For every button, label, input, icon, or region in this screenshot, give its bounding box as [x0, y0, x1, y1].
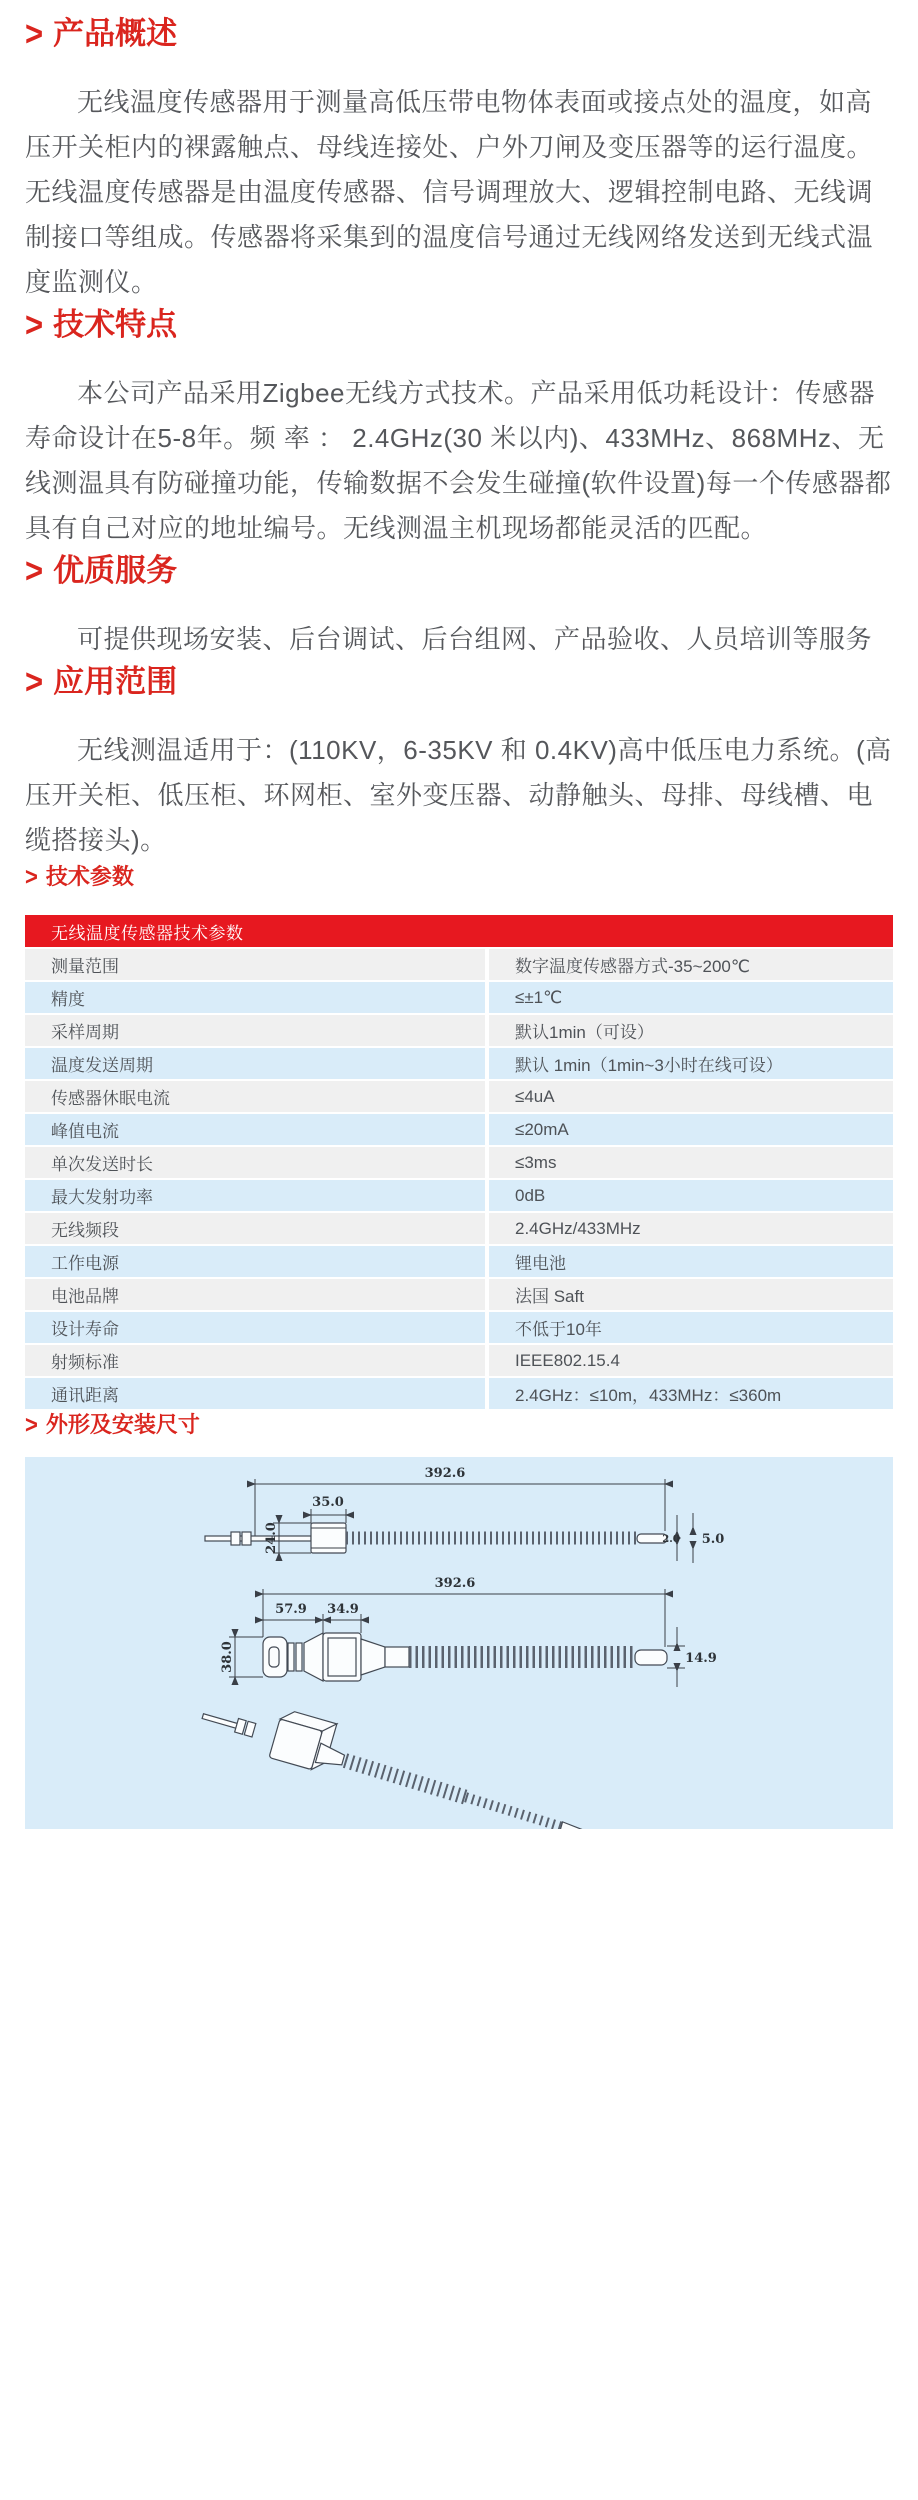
row-value-cell: ≤3ms	[485, 1147, 893, 1178]
chevron-right-icon: >	[25, 1410, 38, 1439]
row-value-cell: ≤±1℃	[485, 982, 893, 1013]
table-row	[25, 1081, 893, 1112]
row-value-cell: IEEE802.15.4	[485, 1345, 893, 1376]
row-value-cell: 默认1min（可设）	[485, 1015, 893, 1046]
row-label-cell: 设计寿命	[51, 1320, 119, 1339]
table-row	[25, 1246, 893, 1277]
table-row	[25, 982, 893, 1013]
dimension-diagram	[25, 1457, 893, 1829]
row-value-cell: 法国 Saft	[485, 1279, 893, 1310]
subsection-heading-parameters	[25, 863, 893, 891]
section-title: 优质服务	[53, 553, 178, 588]
row-label-cell: 温度发送周期	[51, 1056, 153, 1075]
row-label-cell: 峰值电流	[51, 1122, 119, 1141]
side-view-drawing	[205, 1466, 724, 1563]
row-value-cell: ≤4uA	[485, 1081, 893, 1112]
section-title: 应用范围	[53, 664, 178, 699]
chevron-right-icon: >	[25, 661, 44, 702]
chevron-right-icon: >	[25, 304, 44, 345]
dim-label-tip-width: 14.9	[685, 1651, 717, 1666]
row-label-cell: 工作电源	[51, 1254, 119, 1273]
section-heading-service	[25, 551, 893, 591]
row-value-cell: 0dB	[485, 1180, 893, 1211]
row-label-cell: 最大发射功率	[51, 1188, 153, 1207]
row-label-cell: 精度	[51, 990, 85, 1009]
dim-label-height: 24.0	[264, 1522, 279, 1554]
dim-label-total: 392.6	[424, 1466, 466, 1481]
row-value-cell: 锂电池	[485, 1246, 893, 1277]
section-body-service: 可提供现场安装、后台调试、后台组网、产品验收、人员培训等服务	[77, 624, 873, 654]
section-title: 技术特点	[53, 307, 178, 342]
table-row	[25, 1147, 893, 1178]
dimension-diagram-panel	[25, 1457, 893, 1829]
row-value-cell: 2.4GHz/433MHz	[485, 1213, 893, 1244]
subsection-heading-dimensions	[25, 1411, 893, 1439]
table-row	[25, 1378, 893, 1409]
dim-label-tip-width: 5.0	[701, 1532, 725, 1547]
section-heading-overview	[25, 14, 893, 54]
row-label-cell: 采样周期	[51, 1023, 119, 1042]
row-label-cell: 单次发送时长	[51, 1155, 153, 1174]
subsection-title: 技术参数	[45, 864, 134, 889]
row-label-cell: 射频标准	[51, 1353, 119, 1372]
chevron-right-icon: >	[25, 13, 44, 54]
table-row	[25, 1279, 893, 1310]
table-row	[25, 1180, 893, 1211]
table-row	[25, 949, 893, 980]
subsection-title: 外形及安装尺寸	[45, 1412, 200, 1437]
table-row	[25, 1048, 893, 1079]
row-value-cell: 不低于10年	[485, 1312, 893, 1343]
dim-label-body-width: 35.0	[312, 1495, 344, 1510]
table-header-row	[25, 915, 893, 947]
dim-label-head-width: 57.9	[275, 1602, 307, 1617]
row-label-cell: 通讯距离	[51, 1386, 119, 1405]
dim-label-height: 38.0	[220, 1641, 235, 1673]
row-value-cell: 2.4GHz：≤10m，433MHz：≤360m	[485, 1378, 893, 1409]
params-table	[25, 913, 893, 1411]
section-heading-applications	[25, 662, 893, 702]
row-label-cell: 传感器休眠电流	[51, 1089, 170, 1108]
dim-label-body-width: 34.9	[327, 1602, 359, 1617]
table-row	[25, 1213, 893, 1244]
dim-label-tip-thickness: 2.0	[662, 1534, 680, 1545]
chevron-right-icon: >	[25, 862, 38, 891]
chevron-right-icon: >	[25, 550, 44, 591]
table-row	[25, 1114, 893, 1145]
top-view-drawing	[220, 1576, 717, 1687]
table-row	[25, 1015, 893, 1046]
perspective-view-drawing	[197, 1688, 602, 1829]
section-body-overview: 无线温度传感器用于测量高低压带电物体表面或接点处的温度，如高压开关柜内的裸露触点、母线连接处、户外刀闸及变压器等的运行温度。无线温度传感器是由温度传感器、信号调理放大、逻辑控制电路、无线调制接口等组成。传感器将采集到的温度信号通过无线网络发送到无线式温度监测仪。	[25, 87, 874, 297]
row-label-cell: 电池品牌	[51, 1287, 119, 1306]
row-value-cell: 默认 1min（1min~3小时在线可设）	[485, 1048, 893, 1079]
row-value-cell: 数字温度传感器方式-35~200℃	[485, 949, 893, 980]
section-body-features: 本公司产品采用Zigbee无线方式技术。产品采用低功耗设计：传感器寿命设计在5-8年。频 率 ： 2.4GHz(30 米以内)、433MHz、868MHz、无线测温具有防碰撞功能，传输数据不会发生碰撞(软件设置)每一个传感器都具有自己对应的地址编号。无线测温主机现场都能灵活的匹配。	[25, 378, 892, 543]
row-label-cell: 无线频段	[51, 1221, 119, 1240]
table-title: 无线温度传感器技术参数	[25, 915, 893, 947]
section-title: 产品概述	[53, 16, 178, 51]
row-value-cell: ≤20mA	[485, 1114, 893, 1145]
section-heading-features	[25, 305, 893, 345]
table-row	[25, 1345, 893, 1376]
section-body-applications: 无线测温适用于：(110KV，6-35KV 和 0.4KV)高中低压电力系统。(高压开关柜、低压柜、环网柜、室外变压器、动静触头、母排、母线槽、电缆搭接头)。	[25, 735, 892, 855]
row-label-cell: 测量范围	[51, 957, 119, 976]
table-row	[25, 1312, 893, 1343]
dim-label-total: 392.6	[434, 1576, 476, 1591]
